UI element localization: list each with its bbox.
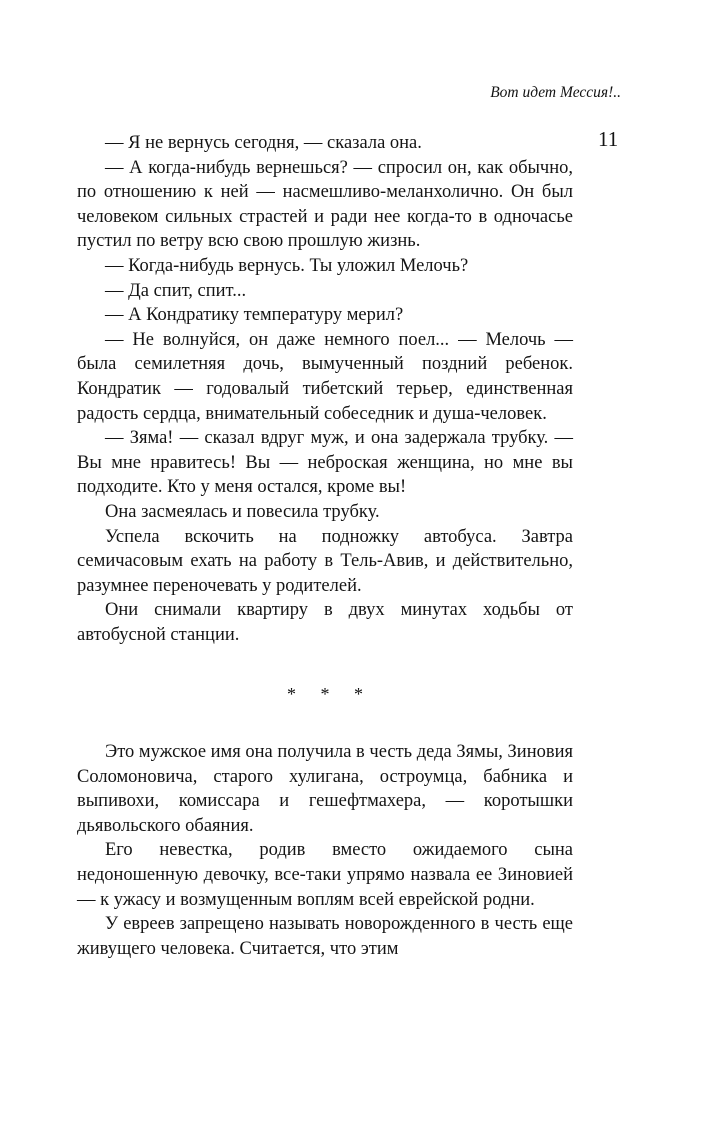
paragraph: — Да спит, спит... [105, 280, 247, 301]
section-separator: * * * [287, 684, 373, 705]
paragraph: Его невестка, родив вместо ожидаемого сына недоношенную девочку, все-таки упрямо назвала ее Зиновией — к ужасу и возмущенным воплям всей еврейской родни. [77, 840, 573, 910]
running-head: Вот идет Мессия!.. [490, 84, 621, 101]
paragraph: — А когда-нибудь вернешься? — спросил он, как обычно, по отношению к ней — насмешливо-меланхолично. Он был человеком сильных страстей и ради нее когда-то в одночасье пустил по ветру всю свою прошлую жизнь. [77, 157, 573, 252]
paragraph: — А Кондратику температуру мерил? [105, 305, 404, 326]
paragraph: — Я не вернусь сегодня, — сказала она. [105, 133, 422, 153]
paragraph: Успела вскочить на подножку автобуса. Завтра семичасовым ехать на работу в Тель-Авив, и действительно, разумнее переночевать у родителей. [77, 526, 573, 596]
paragraph: Это мужское имя она получила в честь деда Зямы, Зиновия Соломоновича, старого хулигана, остроумца, бабника и выпивохи, комиссара и гешефтмахера, — коротышки дьявольского обаяния. [77, 742, 574, 836]
paragraph: Она засмеялась и повесила трубку. [105, 501, 380, 522]
page-number: 11 [598, 127, 619, 151]
body-text [77, 131, 573, 961]
paragraph: — Не волнуйся, он даже немного поел... — Мелочь — была семилетняя дочь, вымученный поздний ребенок. Кондратик — годовалый тибетский терьер, единственная радость сердца, внимательный собеседник и душа-человек. [77, 329, 573, 424]
paragraph: Они снимали квартиру в двух минутах ходьбы от автобусной станции. [77, 600, 573, 645]
paragraph: У евреев запрещено называть новорожденного в честь еще живущего человека. Считается, что этим [77, 914, 573, 959]
paragraph: — Зяма! — сказал вдруг муж, и она задержала трубку. — Вы мне нравитесь! Вы — неброская женщина, но мне вы подходите. Кто у меня остался, кроме вы! [77, 428, 573, 498]
paragraph: — Когда-нибудь вернусь. Ты уложил Мелочь? [105, 255, 469, 276]
